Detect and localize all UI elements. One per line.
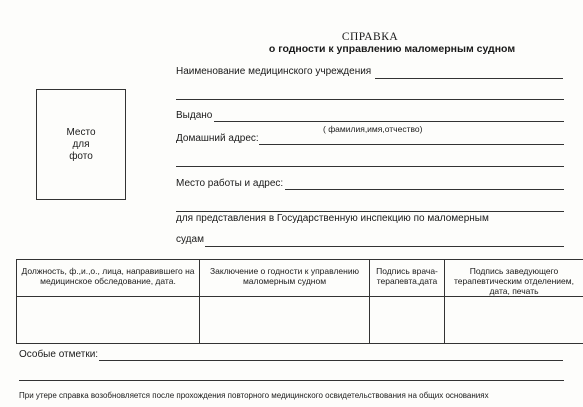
remarks-label: Особые отметки: bbox=[19, 349, 99, 360]
institution-label: Наименование медицинского учреждения bbox=[176, 66, 372, 77]
purpose-line[interactable] bbox=[205, 246, 564, 247]
institution-line[interactable] bbox=[375, 78, 563, 79]
institution-line-2[interactable] bbox=[176, 99, 564, 100]
photo-label-line1: Место bbox=[66, 126, 96, 138]
table-row bbox=[17, 297, 583, 344]
col-therapist-signature: Подпись врача-терапевта,дата bbox=[370, 260, 445, 297]
photo-label-line3: фото bbox=[69, 150, 93, 162]
issued-label: Выдано bbox=[176, 110, 213, 121]
issued-line[interactable] bbox=[214, 121, 564, 122]
remarks-line[interactable] bbox=[99, 360, 563, 361]
work-line[interactable] bbox=[285, 189, 564, 190]
photo-label-line2: для bbox=[72, 138, 90, 150]
cell-therapist-signature[interactable] bbox=[370, 297, 445, 344]
cell-referrer[interactable] bbox=[17, 297, 200, 344]
document-subtitle: о годности к управлению маломерным судном bbox=[268, 43, 516, 55]
home-address-label: Домашний адрес: bbox=[176, 133, 259, 144]
remarks-line-2[interactable] bbox=[19, 380, 564, 381]
issued-hint: ( фамилия,имя,отчество) bbox=[323, 124, 423, 134]
col-conclusion: Заключение о годности к управлению маломерным судном bbox=[200, 260, 370, 297]
approval-table bbox=[16, 259, 583, 344]
footnote: При утере справка возобновляется после прохождения повторного медицинского освидетельствования на общих основаниях bbox=[19, 391, 489, 400]
purpose-text: для представления в Государственную инспекцию по маломерным bbox=[176, 213, 489, 224]
cell-conclusion[interactable] bbox=[200, 297, 370, 344]
work-label: Место работы и адрес: bbox=[176, 178, 284, 189]
home-address-line-2[interactable] bbox=[176, 166, 564, 167]
col-referrer: Должность, ф.,и.,о., лица, направившего на медицинское обследование, дата. bbox=[17, 260, 200, 297]
cell-head-signature[interactable] bbox=[445, 297, 583, 344]
document-title: СПРАВКА bbox=[341, 31, 399, 43]
work-line-2[interactable] bbox=[176, 211, 564, 212]
purpose-cont: судам bbox=[176, 234, 204, 245]
photo-placeholder bbox=[36, 89, 126, 200]
table-header-row bbox=[17, 260, 583, 297]
home-address-line[interactable] bbox=[259, 144, 564, 145]
col-head-signature: Подпись заведующего терапевтическим отделением, дата, печать bbox=[445, 260, 583, 297]
